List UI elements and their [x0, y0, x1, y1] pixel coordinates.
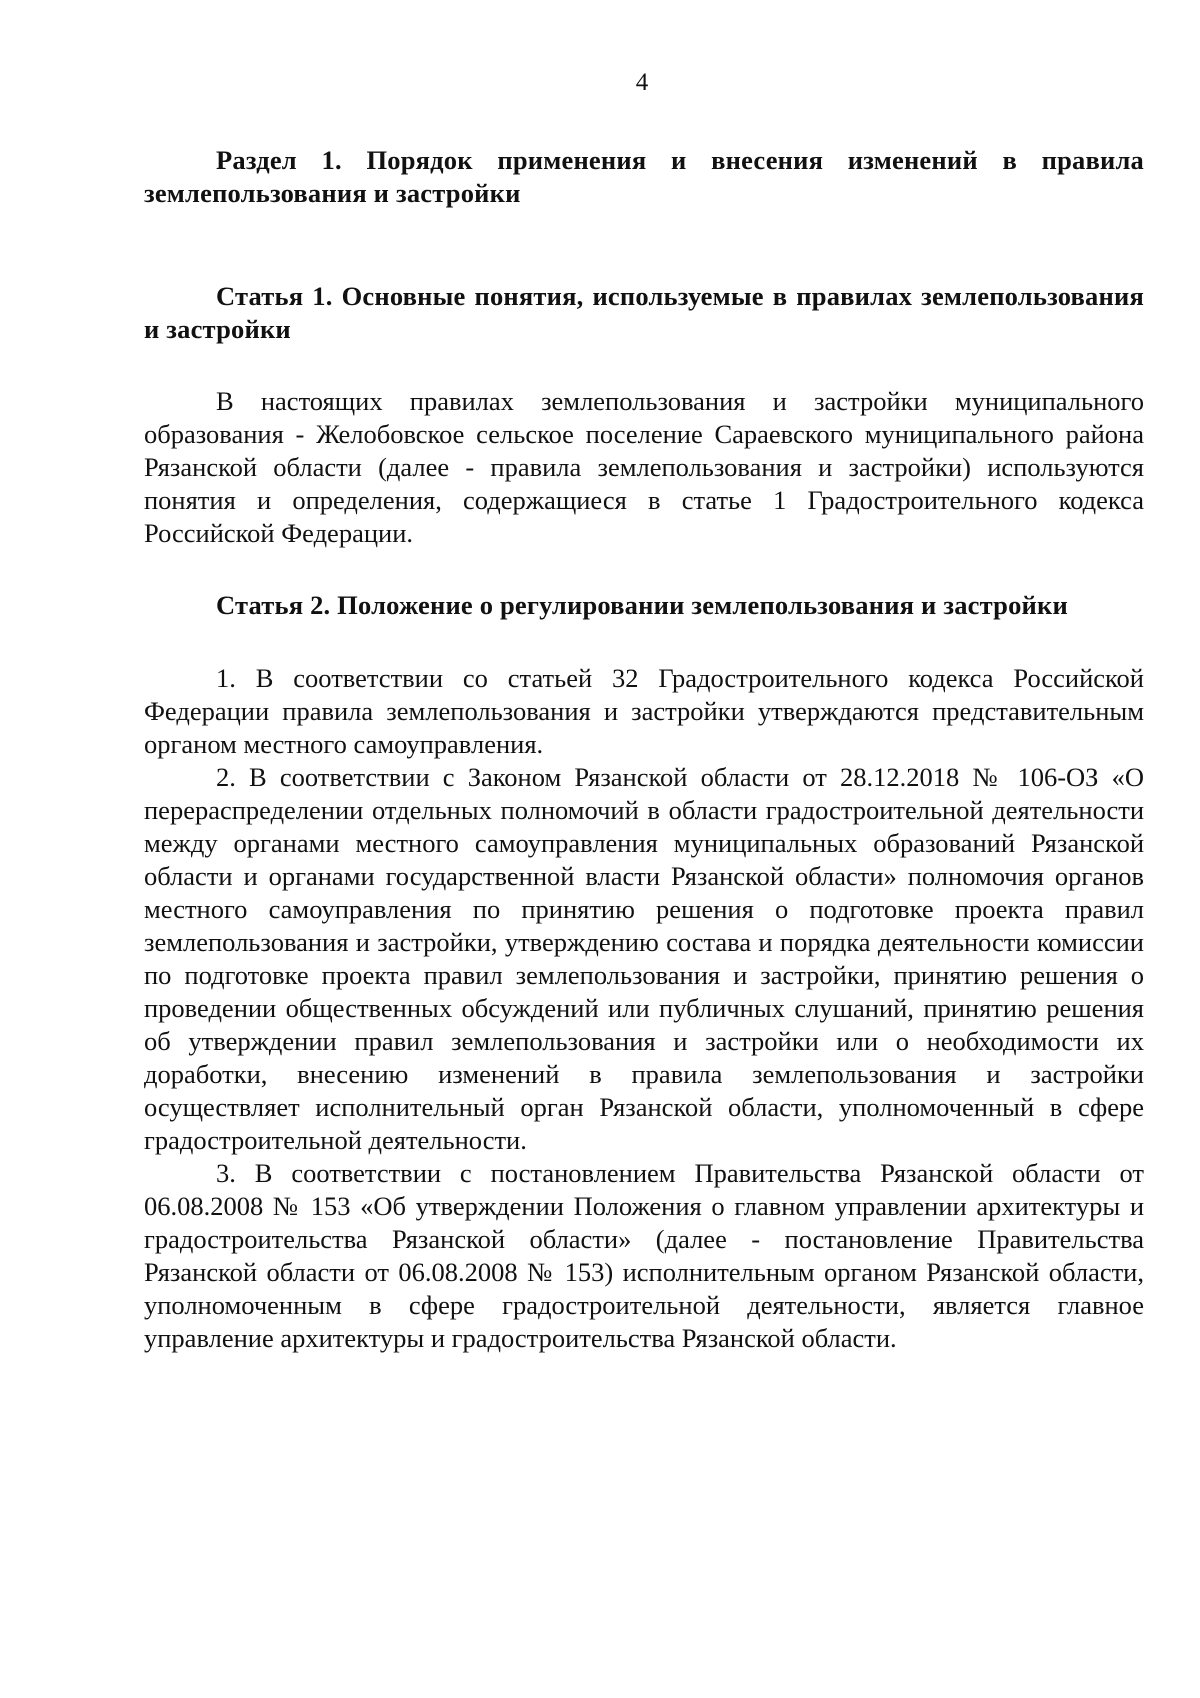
article-2-heading: Статья 2. Положение о регулировании землепользования и застройки [216, 590, 1068, 620]
document-body [144, 144, 1144, 1355]
article-2-paragraph-1: 1. В соответствии со статьей 32 Градостроительного кодекса Российской Федерации правила землепользования и застройки утверждаются представительным органом местного самоуправления. [144, 663, 1144, 759]
section-heading: Раздел 1. Порядок применения и внесения изменений в правила землепользования и застройки [144, 145, 1144, 208]
article-2-paragraph-2: 2. В соответствии с Законом Рязанской области от 28.12.2018 № 106-ОЗ «О перераспределении отдельных полномочий в области градостроительной деятельности между органами местного самоуправления муниципальных образований Рязанской области и органами государственной власти Рязанской области» полномочия органов местного самоуправления по принятию решения о подготовке проекта правил землепользования и застройки, утверждению состава и порядка деятельности комиссии по подготовке проекта правил землепользования и застройки, принятию решения о проведении общественных обсуждений или публичных слушаний, принятию решения об утверждении правил землепользования и застройки или о необходимости их доработки, внесению изменений в правила землепользования и застройки осуществляет исполнительный орган Рязанской области, уполномоченный в сфере градостроительной деятельности. [144, 762, 1144, 1155]
page-number: 4 [635, 69, 649, 96]
article-2-paragraph-3: 3. В соответствии с постановлением Правительства Рязанской области от 06.08.2008 № 153 «Об утверждении Положения о главном управлении архитектуры и градостроительства Рязанской области» (далее - постановление Правительства Рязанской области от 06.08.2008 № 153) исполнительным органом Рязанской области, уполномоченным в сфере градостроительной деятельности, является главное управление архитектуры и градостроительства Рязанской области. [144, 1158, 1144, 1353]
article-1-paragraph: В настоящих правилах землепользования и застройки муниципального образования - Желобовское сельское поселение Сараевского муниципального района Рязанской области (далее - правила землепользования и застройки) используются понятия и определения, содержащиеся в статье 1 Градостроительного кодекса Российской Федерации. [144, 386, 1144, 548]
article-1-heading: Статья 1. Основные понятия, используемые в правилах землепользования и застройки [144, 281, 1144, 344]
